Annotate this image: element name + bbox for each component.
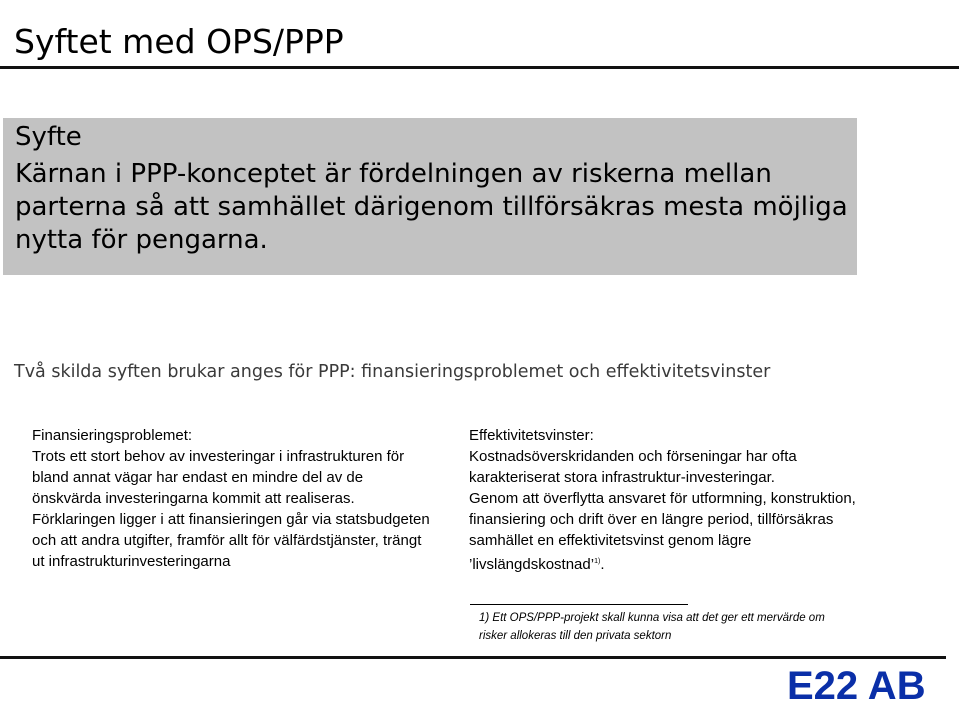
footnote-text: 1) Ett OPS/PPP-projekt skall kunna visa att det ger ett mervärde om risker allokeras till den privata sektorn (479, 612, 825, 642)
financing-heading: Finansieringsproblemet: (32, 427, 193, 444)
financing-body: Trots ett stort behov av investeringar i infrastrukturen för bland annat vägar har endast en mindre del av de önskvärda investeringarna kommit att realiseras. Förklaringen ligger i att finansieringen går via statsbudgeten och att andra utgifter, framför allt för välfärdstjänster, trängt ut infrastrukturinvesteringarna (32, 448, 430, 570)
footnote-reference: 1) (594, 558, 601, 565)
efficiency-end: . (600, 556, 605, 573)
efficiency-body: Genom att överflytta ansvaret för utformning, konstruktion, finansiering och drift över en längre period, tillförsäkras samhället en effektivitetsvinst genom lägre ’livslängdskostnad’ (469, 490, 856, 573)
intro-text: Två skilda syften brukar anges för PPP: finansieringsproblemet och effektivitetsvinster (14, 362, 771, 382)
purpose-box (3, 118, 857, 275)
top-divider (0, 66, 959, 69)
efficiency-lead: Kostnadsöverskridanden och förseningar har ofta karakteriserat stora infrastruktur-investeringar. (469, 448, 797, 486)
efficiency-column (469, 425, 869, 575)
efficiency-heading: Effektivitetsvinster: (469, 427, 594, 444)
purpose-text: Kärnan i PPP-konceptet är fördelningen av riskerna mellan parterna så att samhället därigenom tillförsäkras mesta möjliga nytta för pengarna. (15, 159, 848, 255)
company-logo: E22 AB (787, 664, 926, 708)
bottom-divider (0, 656, 946, 659)
purpose-heading: Syfte (15, 122, 82, 152)
slide-title: Syftet med OPS/PPP (14, 22, 344, 62)
footnote-divider (470, 604, 688, 605)
financing-column (32, 425, 432, 572)
